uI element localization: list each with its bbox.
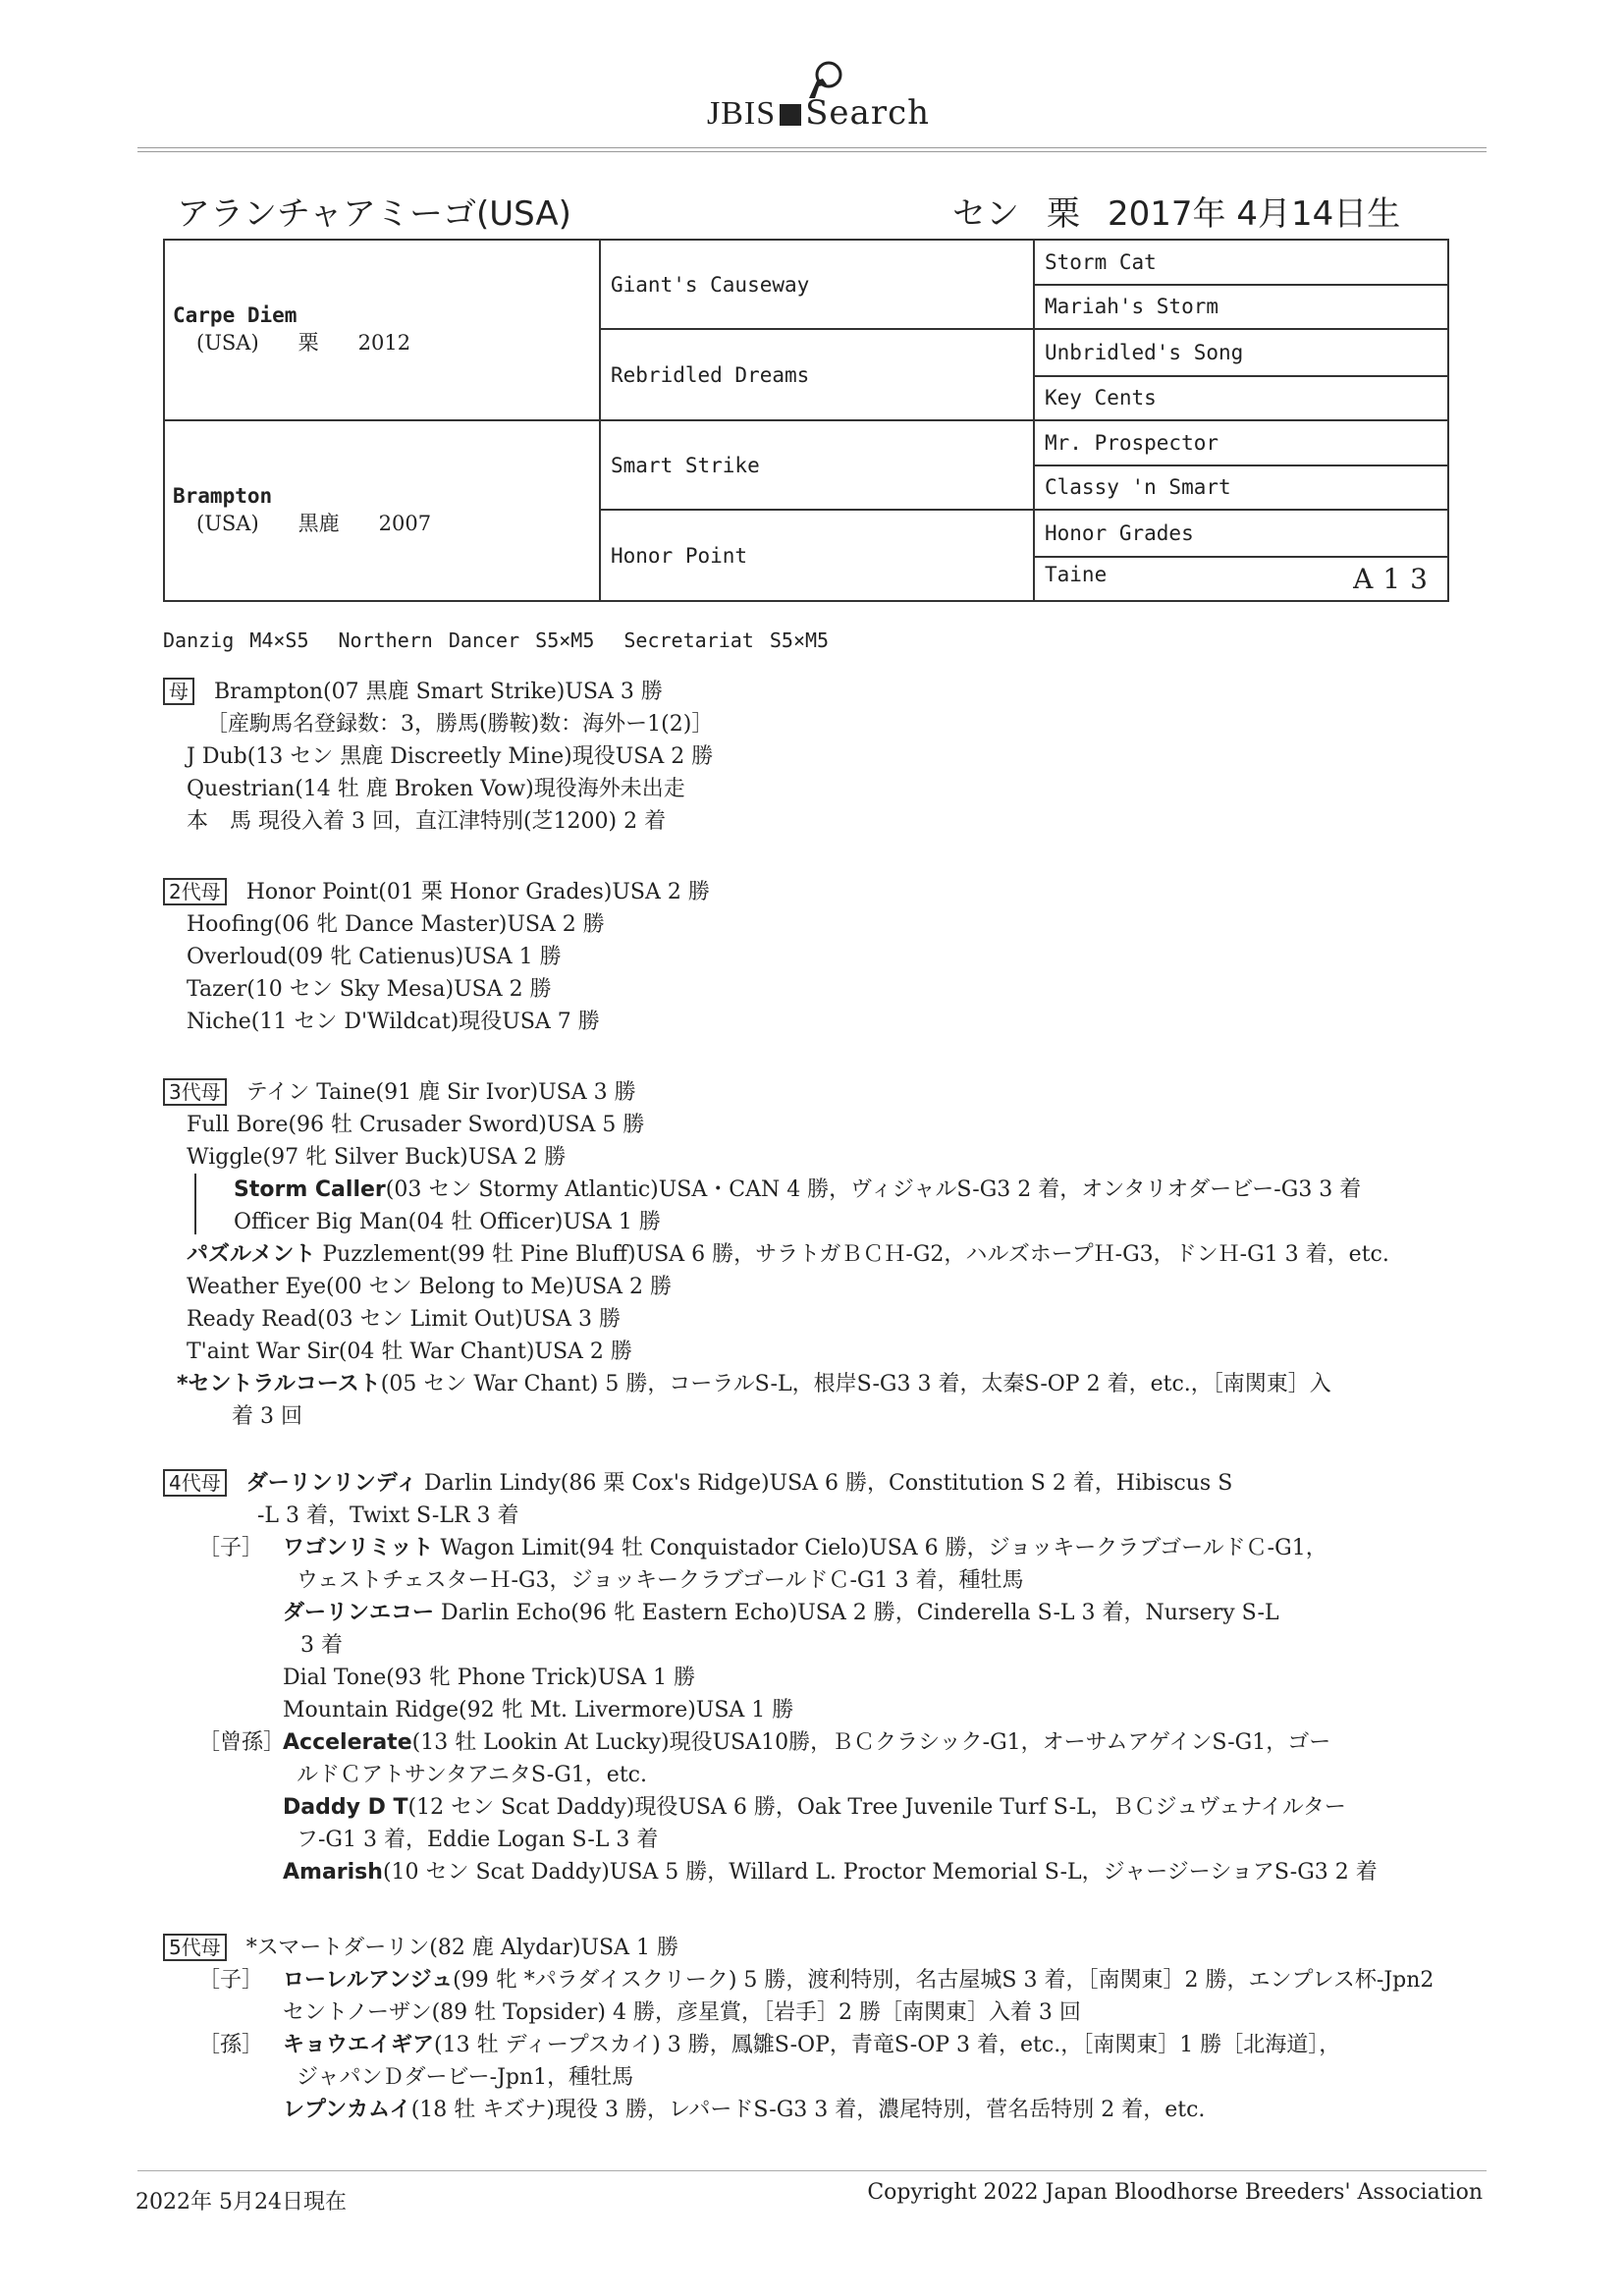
section-head: Darlin Lindy(86 栗 Cox's Ridge)USA 6 勝，Constitution S 2 着，Hibiscus S bbox=[416, 1471, 1233, 1496]
produce-detail: (12 セン Scat Daddy)現役USA 6 勝，Oak Tree Juvenile Turf S-L，ＢＣジュヴェナイルター bbox=[407, 1795, 1346, 1820]
produce-line: Overloud(09 牝 Catienus)USA 1 勝 bbox=[187, 945, 562, 969]
group-label: ［子］ bbox=[198, 1968, 264, 1993]
notable-horse: Daddy D T bbox=[283, 1795, 408, 1820]
produce-detail: (05 セン War Chant) 5 勝，コーラルS-L，根岸S-G3 3 着，太秦S-OP 2 着，etc.，［南関東］入 bbox=[380, 1372, 1331, 1396]
produce-detail: (03 セン Stormy Atlantic)USA・CAN 4 勝，ヴィジャルS-G3 2 着，オンタリオダービー-G3 3 着 bbox=[385, 1177, 1362, 1202]
section-tag: 4代母 bbox=[163, 1469, 227, 1497]
produce-line: Officer Big Man(04 牡 Officer)USA 1 勝 bbox=[234, 1210, 661, 1234]
produce-line bbox=[163, 2094, 1434, 2126]
gen5-section bbox=[163, 1932, 1434, 2126]
horse-birth: 2017年 4月14日生 bbox=[1108, 194, 1401, 234]
notable-horse: ダーリンエコー bbox=[283, 1601, 435, 1625]
dam-color: 黒鹿 bbox=[298, 512, 340, 535]
produce-line: Questrian(14 牡 鹿 Broken Vow)現役海外未出走 bbox=[187, 777, 685, 801]
footer-rule bbox=[137, 2170, 1487, 2171]
produce-line: Tazer(10 セン Sky Mesa)USA 2 勝 bbox=[187, 977, 552, 1002]
as-of-date: 2022年 5月24日現在 bbox=[135, 2190, 347, 2214]
gen3-last-name: Taine bbox=[1045, 562, 1108, 586]
dam-details bbox=[173, 508, 589, 537]
produce-line: Dial Tone(93 牝 Phone Trick)USA 1 勝 bbox=[283, 1666, 696, 1690]
inbreeding-crosses bbox=[163, 629, 858, 652]
gen3-cell: Unbridled's Song bbox=[1034, 329, 1448, 376]
produce-line: T'aint War Sir(04 牡 War Chant)USA 2 勝 bbox=[187, 1339, 632, 1364]
group-label: ［孫］ bbox=[198, 2033, 264, 2057]
produce-line bbox=[163, 1597, 1378, 1629]
header-rule bbox=[137, 147, 1487, 148]
gen3-cell: Key Cents bbox=[1034, 376, 1448, 421]
section-tag: 母 bbox=[163, 678, 194, 705]
gen3-cell: Mr. Prospector bbox=[1034, 420, 1448, 465]
produce-line: Hoofing(06 牝 Dance Master)USA 2 勝 bbox=[187, 912, 605, 937]
gen3-section bbox=[163, 1076, 1389, 1433]
notable-horse: レプンカムイ bbox=[283, 2098, 411, 2122]
produce-line: Ready Read(03 セン Limit Out)USA 3 勝 bbox=[187, 1307, 622, 1332]
section-head: Brampton(07 黒鹿 Smart Strike)USA 3 勝 bbox=[214, 680, 663, 704]
produce-detail: Darlin Echo(96 牝 Eastern Echo)USA 2 勝，Cinderella S-L 3 着，Nursery S-L bbox=[434, 1601, 1279, 1625]
produce-line bbox=[163, 2029, 1434, 2061]
horse-name: アランチャアミーゴ(USA) bbox=[177, 194, 571, 234]
notable-horse: Accelerate bbox=[283, 1730, 412, 1755]
section-head: Honor Point(01 栗 Honor Grades)USA 2 勝 bbox=[245, 880, 710, 904]
produce-line bbox=[163, 1726, 1378, 1759]
dam-year: 2007 bbox=[378, 512, 432, 535]
logo-text-left: JBIS bbox=[707, 95, 777, 132]
section-head: *スマートダーリン(82 鹿 Alydar)USA 1 勝 bbox=[245, 1936, 678, 1960]
pedigree-table bbox=[163, 239, 1449, 602]
dam-name: Brampton bbox=[173, 484, 273, 508]
logo-box bbox=[780, 104, 801, 126]
produce-line-cont: ウェストチェスターＨ-G3，ジョッキークラブゴールドＣ-G1 3 着，種牡馬 bbox=[297, 1568, 1024, 1593]
horse-meta bbox=[952, 187, 1428, 235]
notable-horse: Amarish bbox=[283, 1860, 383, 1885]
produce-detail: Wagon Limit(94 牡 Conquistador Cielo)USA 6 勝，ジョッキークラブゴールドＣ-G1， bbox=[433, 1536, 1327, 1560]
gen3-cell: Storm Cat bbox=[1034, 240, 1448, 285]
notable-horse: キョウエイギア bbox=[283, 2033, 435, 2057]
header-rule-2 bbox=[137, 151, 1487, 152]
produce-line bbox=[163, 1964, 1434, 1996]
produce-line bbox=[163, 1532, 1378, 1564]
produce-detail: Puzzlement(99 牡 Pine Bluff)USA 6 勝，サラトガＢＣＨ-G2，ハルズホープＨ-G3，ドンＨ-G1 3 着，etc. bbox=[315, 1242, 1389, 1267]
produce-line-cont: 着 3 回 bbox=[232, 1404, 302, 1429]
produce-line: 本 馬 現役入着 3 回，直江津特別(芝1200) 2 着 bbox=[187, 809, 667, 834]
produce-line-cont: 3 着 bbox=[300, 1633, 343, 1658]
notable-horse: ダーリンリンディ bbox=[245, 1471, 417, 1496]
group-label: ［子］ bbox=[198, 1536, 264, 1560]
produce-detail: (99 牝 *パラダイスクリーク) 5 勝，渡利特別，名古屋城S 3 着，［南関東］2 勝，エンプレス杯-Jpn2 bbox=[453, 1968, 1435, 1993]
produce-line: Niche(11 セン D'Wildcat)現役USA 7 勝 bbox=[187, 1010, 600, 1034]
gen3-cell-last bbox=[1034, 557, 1448, 602]
produce-line: Wiggle(97 牝 Silver Buck)USA 2 勝 bbox=[187, 1145, 567, 1170]
produce-summary: ［産駒馬名登録数：3，勝馬(勝鞍)数：海外ー1(2)］ bbox=[206, 712, 714, 737]
jbis-search-logo bbox=[707, 93, 930, 133]
produce-line-cont: ジャパンＤダービー-Jpn1，種牡馬 bbox=[297, 2065, 634, 2090]
produce-line-cont: フ-G1 3 着，Eddie Logan S-L 3 着 bbox=[297, 1828, 659, 1852]
section-tag: 2代母 bbox=[163, 878, 227, 905]
produce-line: Weather Eye(00 セン Belong to Me)USA 2 勝 bbox=[187, 1275, 672, 1299]
produce-line-cont: ルドＣアトサンタアニタS-G1，etc. bbox=[297, 1763, 647, 1787]
gen4-section bbox=[163, 1467, 1378, 1888]
produce-line: セントノーザン(89 牡 Topsider) 4 勝，彦星賞，［岩手］2 勝［南関東］入着 3 回 bbox=[283, 2000, 1081, 2025]
horse-sex: セン bbox=[952, 194, 1019, 234]
gen2-cell: Smart Strike bbox=[600, 420, 1034, 510]
section-tag: 5代母 bbox=[163, 1934, 227, 1961]
gen3-cell: Mariah's Storm bbox=[1034, 285, 1448, 330]
section-tag: 3代母 bbox=[163, 1078, 227, 1106]
section-head: テイン Taine(91 鹿 Sir Ivor)USA 3 勝 bbox=[245, 1080, 636, 1105]
logo-text-right: Search bbox=[805, 93, 931, 133]
notable-horse: ワゴンリミット bbox=[283, 1536, 434, 1560]
sire-details bbox=[173, 327, 589, 356]
notable-horse: Storm Caller bbox=[234, 1177, 386, 1202]
sire-color: 栗 bbox=[298, 331, 319, 355]
produce-detail: (10 セン Scat Daddy)USA 5 勝，Willard L. Proctor Memorial S-L，ジャージーショアS-G3 2 着 bbox=[382, 1860, 1378, 1885]
horse-color: 栗 bbox=[1047, 194, 1080, 234]
produce-line bbox=[163, 1791, 1378, 1824]
produce-line bbox=[163, 1238, 1389, 1271]
produce-detail: (18 牡 キズナ)現役 3 勝，レパードS-G3 3 着，濃尾特別，菅名岳特別 2 着，etc. bbox=[410, 2098, 1206, 2122]
notable-horse: ローレルアンジュ bbox=[283, 1968, 454, 1993]
notable-horse: *セントラルコースト bbox=[177, 1372, 381, 1396]
dam-cell bbox=[164, 420, 600, 601]
notable-horse: パズルメント bbox=[187, 1242, 316, 1267]
gen3-cell: Honor Grades bbox=[1034, 510, 1448, 557]
gen2-cell: Giant's Causeway bbox=[600, 240, 1034, 329]
sire-name: Carpe Diem bbox=[173, 303, 298, 327]
cross-item: Danzig M4×S5 bbox=[163, 629, 309, 652]
group-label: ［曾孫］ bbox=[198, 1730, 286, 1755]
produce-line: Mountain Ridge(92 牝 Mt. Livermore)USA 1 勝 bbox=[283, 1698, 794, 1722]
produce-line bbox=[163, 1174, 1389, 1206]
sire-country: (USA) bbox=[196, 331, 259, 355]
produce-line: J Dub(13 セン 黒鹿 Discreetly Mine)現役USA 2 勝 bbox=[187, 744, 714, 769]
gen2-cell: Rebridled Dreams bbox=[600, 329, 1034, 420]
copyright: Copyright 2022 Japan Bloodhorse Breeders' Association bbox=[867, 2180, 1483, 2205]
gen2-cell: Honor Point bbox=[600, 510, 1034, 601]
sire-cell bbox=[164, 240, 600, 420]
produce-detail: (13 牡 ディープスカイ) 3 勝，鳳雛S-OP，青竜S-OP 3 着，etc.，［南関東］1 勝［北海道］， bbox=[434, 2033, 1341, 2057]
dam-section bbox=[163, 676, 713, 838]
produce-detail: (13 牡 Lookin At Lucky)現役USA10勝，ＢＣクラシック-G1，オーサムアゲインS-G1，ゴー bbox=[411, 1730, 1331, 1755]
produce-line: Full Bore(96 牡 Crusader Sword)USA 5 勝 bbox=[187, 1113, 645, 1137]
cross-item: Secretariat S5×M5 bbox=[623, 629, 830, 652]
family-number: A13 bbox=[1353, 562, 1437, 595]
gen2-section bbox=[163, 876, 710, 1038]
dam-country: (USA) bbox=[196, 512, 259, 535]
cross-item: Northern Dancer S5×M5 bbox=[338, 629, 595, 652]
produce-line bbox=[163, 1368, 1389, 1400]
gen3-cell: Classy 'n Smart bbox=[1034, 465, 1448, 511]
section-head-cont: -L 3 着，Twixt S-LR 3 着 bbox=[257, 1503, 519, 1528]
produce-line bbox=[163, 1856, 1378, 1888]
sire-year: 2012 bbox=[357, 331, 411, 355]
